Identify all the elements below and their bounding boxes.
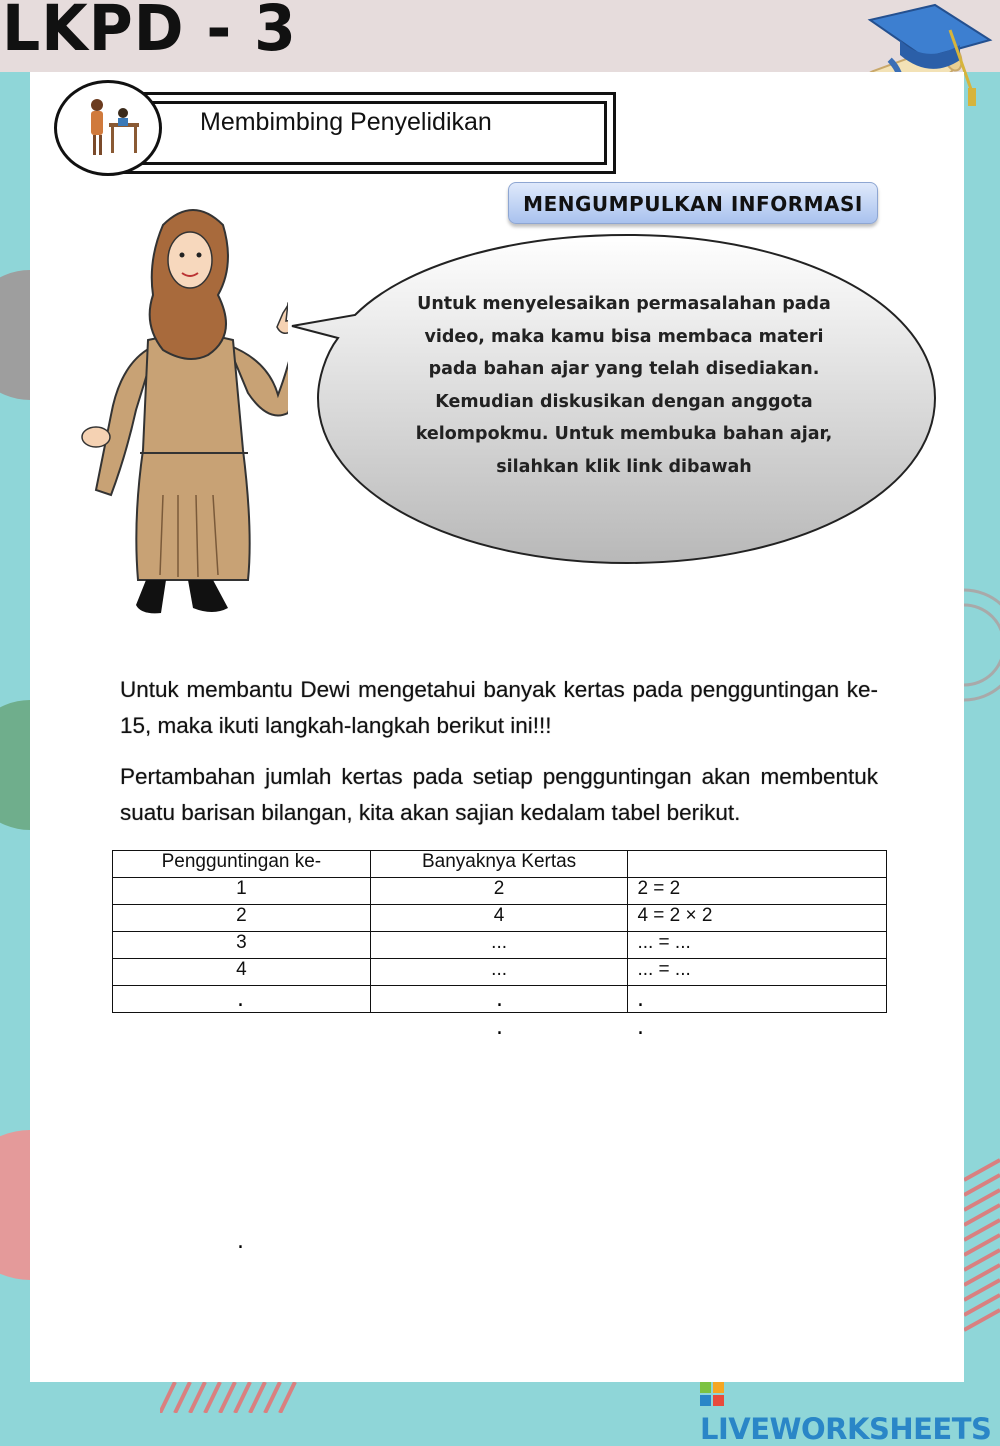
liveworksheets-logo[interactable] <box>700 1378 1000 1446</box>
bottom-stripe-decoration <box>160 1382 680 1413</box>
ellipsis-dot: . <box>637 1015 644 1040</box>
speech-line: Kemudian diskusikan dengan anggota <box>435 391 813 412</box>
ellipsis-dot: . <box>237 987 244 1012</box>
table-cell: 4 <box>370 905 628 932</box>
table-cell: 3 <box>113 932 371 959</box>
table-cell: 4 <box>113 959 371 986</box>
liveworksheets-icon <box>700 1382 724 1406</box>
table-cell: ... <box>370 932 628 959</box>
ellipsis-dot: . <box>496 987 503 1012</box>
info-badge-label: MENGUMPULKAN INFORMASI <box>523 192 863 216</box>
table-cell: ... <box>370 959 628 986</box>
table-header-cell <box>628 851 887 878</box>
page-title: LKPD - 3 <box>2 0 297 66</box>
speech-line: silahkan klik link dibawah <box>496 456 752 477</box>
table-row <box>113 959 887 986</box>
table-cell: 4 = 2 × 2 <box>628 905 887 932</box>
table-header-cell: Pengguntingan ke- <box>113 851 371 878</box>
speech-line: Untuk menyelesaikan permasalahan pada <box>417 294 831 314</box>
ellipsis-dot: . <box>496 1015 503 1040</box>
teacher-avatar <box>54 80 162 176</box>
side-decoration-right <box>964 580 1000 1400</box>
info-badge <box>508 182 878 224</box>
speech-line: kelompokmu. Untuk membuka bahan ajar, <box>415 424 833 444</box>
table-cell <box>628 986 887 1013</box>
ellipsis-dot: . <box>237 1229 244 1254</box>
instruction-paragraph-1: Untuk membantu Dewi mengetahui banyak kertas pada pengguntingan ke-15, maka ikuti langkah-langkah berikut ini!!! <box>120 677 878 738</box>
ellipsis-dot: . <box>637 987 644 1012</box>
table-cell: 2 <box>113 905 371 932</box>
table-row <box>113 878 887 905</box>
table-cell: ... = ... <box>628 932 887 959</box>
side-decoration-left <box>0 250 30 1350</box>
teacher-illustration <box>78 205 288 620</box>
table-cell: ... = ... <box>628 959 887 986</box>
speech-bubble-text <box>414 288 834 483</box>
table-header-cell: Banyaknya Kertas <box>370 851 628 878</box>
instruction-paragraph-2: Pertambahan jumlah kertas pada setiap pengguntingan akan membentuk suatu barisan bilangan, kita akan sajian kedalam tabel berikut. <box>120 764 878 825</box>
table-cell: 2 <box>370 878 628 905</box>
table-cell: 2 = 2 <box>628 878 887 905</box>
table-row <box>113 932 887 959</box>
liveworksheets-label: LIVEWORKSHEETS <box>700 1412 992 1446</box>
speech-line: video, maka kamu bisa membaca materi <box>424 326 824 347</box>
table-row <box>113 905 887 932</box>
speech-line: pada bahan ajar yang telah disediakan. <box>428 359 820 379</box>
table-cell: 1 <box>113 878 371 905</box>
teacher-student-icon <box>57 83 159 173</box>
table-header-row <box>113 851 887 878</box>
section-title: Membimbing Penyelidikan <box>200 108 492 136</box>
